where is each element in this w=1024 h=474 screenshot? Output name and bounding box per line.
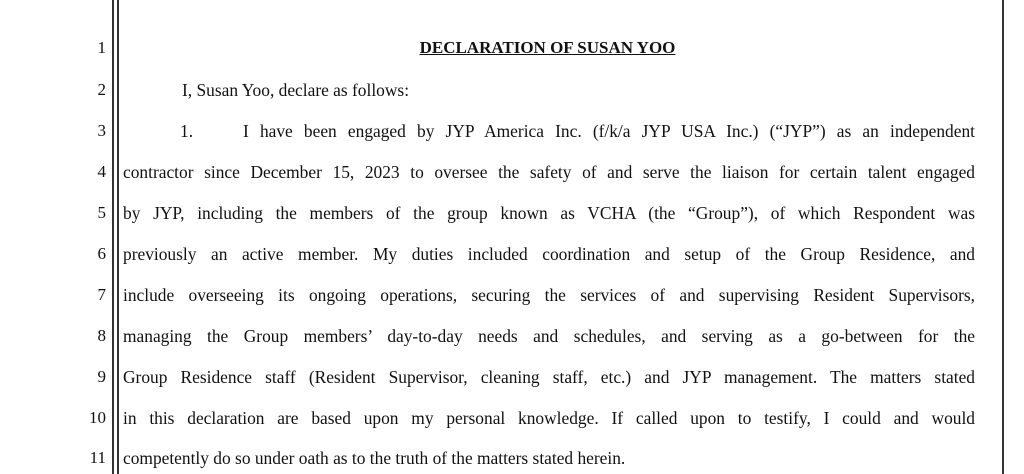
line-number: 2 [97, 80, 106, 99]
line-number: 6 [97, 244, 106, 263]
paragraph-text-line: Group Residence staff (Resident Supervisor, cleaning staff, etc.) and JYP management. The matters stated [123, 367, 975, 387]
paragraph-text-line: in this declaration are based upon my personal knowledge. If called upon to testify, I could and would [123, 408, 975, 428]
document-title: DECLARATION OF SUSAN YOO [419, 38, 676, 57]
intro-line: I, Susan Yoo, declare as follows: [182, 80, 410, 100]
line-number: 4 [97, 162, 106, 181]
line-number: 9 [97, 367, 106, 386]
paragraph-text-line: previously an active member. My duties included coordination and setup of the Group Residence, and [123, 244, 975, 264]
line-number: 1 [97, 38, 106, 57]
line-number: 5 [97, 203, 106, 222]
paragraph-text-line: by JYP, including the members of the group known as VCHA (the “Group”), of which Respondent was [123, 203, 975, 223]
line-number: 3 [97, 121, 106, 140]
right-margin-rule [1002, 0, 1004, 474]
left-margin-rule-inner [117, 0, 119, 474]
paragraph-text-line: managing the Group members’ day-to-day needs and schedules, and serving as a go-between for the [123, 326, 975, 346]
paragraph-text-line: contractor since December 15, 2023 to oversee the safety of and serve the liaison for certain talent engaged [123, 162, 975, 182]
paragraph-text-line: I have been engaged by JYP America Inc. (f/k/a JYP USA Inc.) (“JYP”) as an independent [243, 121, 975, 141]
paragraph-text-line: include overseeing its ongoing operations, securing the services of and supervising Resident Supervisors, [123, 285, 975, 305]
paragraph-number: 1. [180, 121, 194, 141]
line-number: 11 [89, 448, 106, 467]
paragraph-last-line: competently do so under oath as to the truth of the matters stated herein. [123, 448, 626, 468]
line-number: 8 [97, 326, 106, 345]
line-number: 7 [97, 285, 106, 304]
left-margin-rule-outer [112, 0, 114, 474]
line-number: 10 [89, 408, 106, 427]
